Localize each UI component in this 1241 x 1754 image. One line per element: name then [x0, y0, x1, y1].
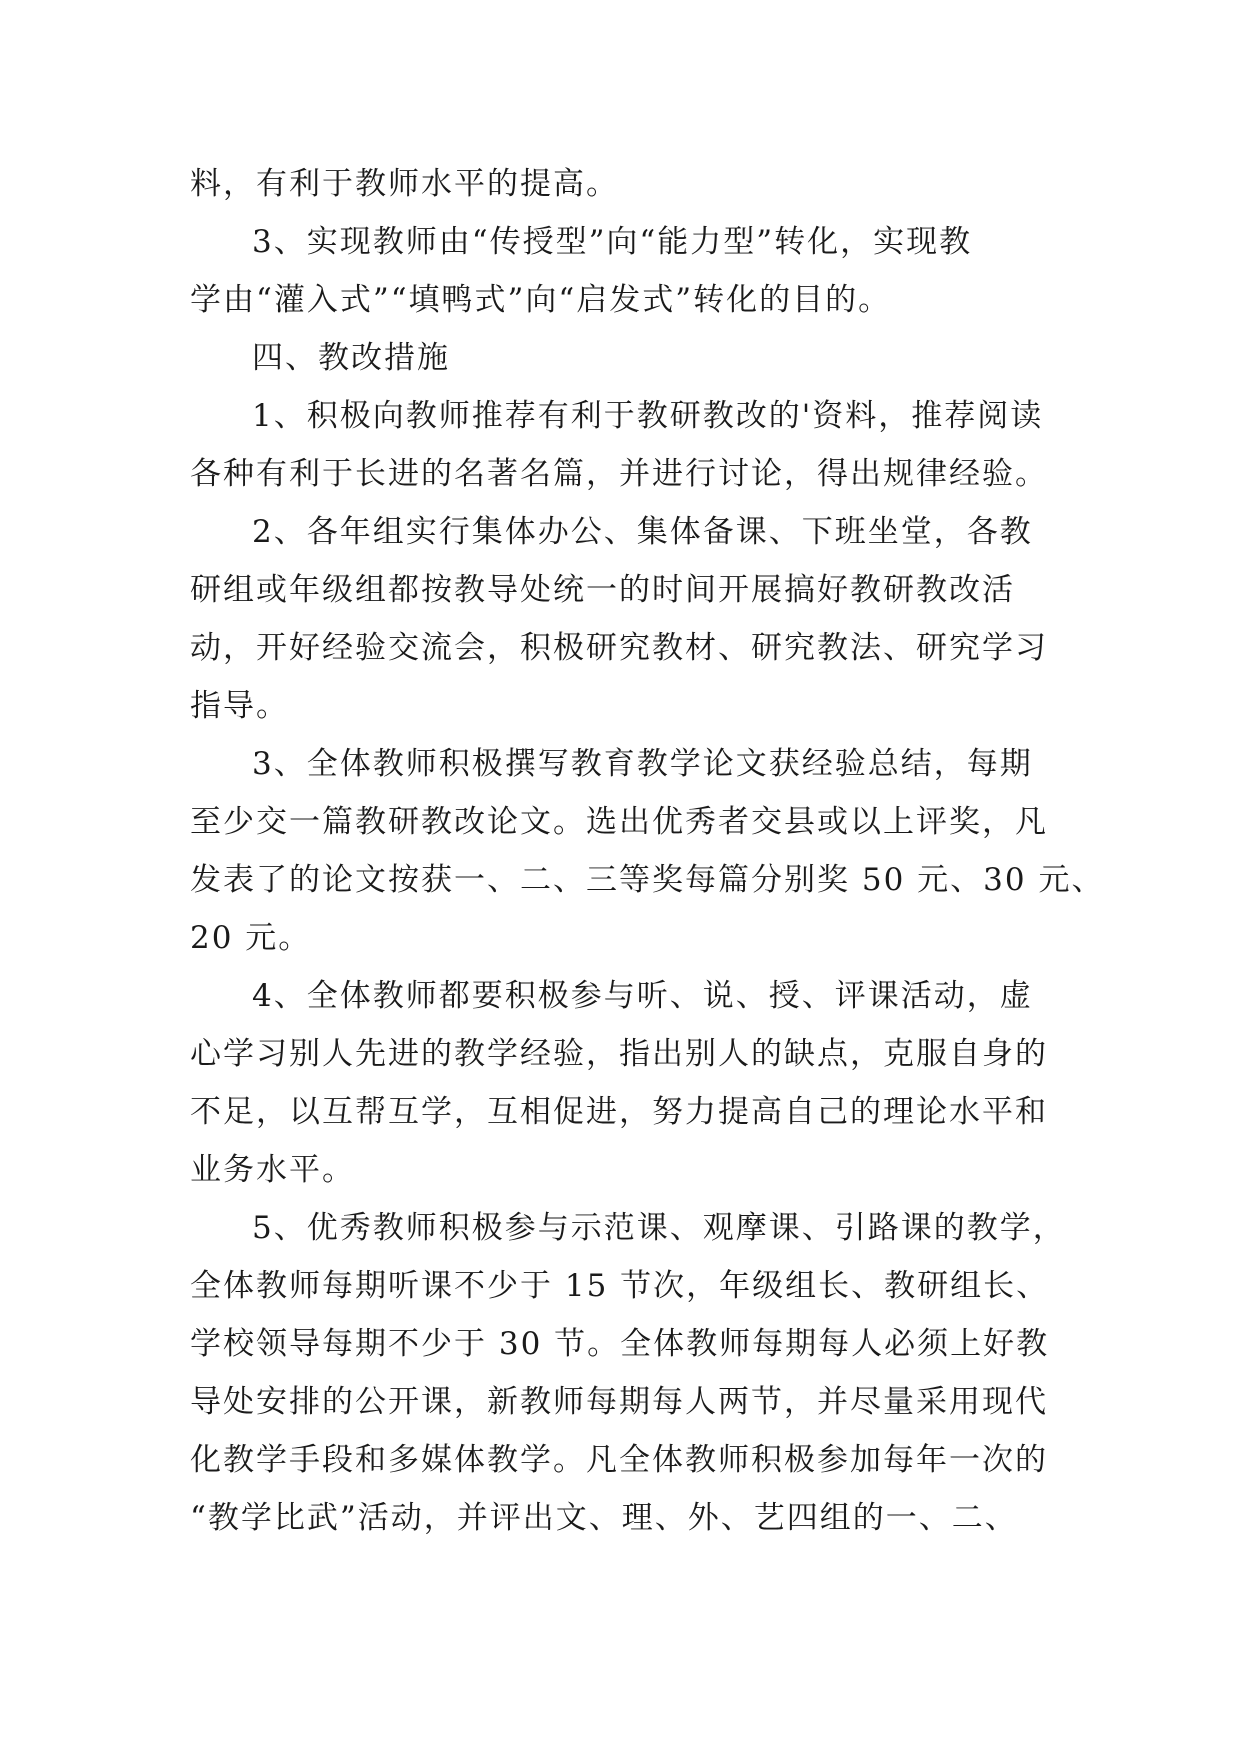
text-line: 学校领导每期不少于 30 节。全体教师每期每人必须上好教 — [190, 1326, 1050, 1362]
document-body — [190, 155, 1105, 1547]
text-line: 导处安排的公开课，新教师每期每人两节，并尽量采用现代 — [190, 1384, 1048, 1420]
text-line: 至少交一篇教研教改论文。选出优秀者交县或以上评奖，凡 — [190, 804, 1048, 840]
text-line: 各种有利于长进的名著名篇，并进行讨论，得出规律经验。 — [190, 456, 1048, 492]
text-line: 3、实现教师由“传授型”向“能力型”转化，实现教 — [252, 224, 973, 260]
text-line: 20 元。 — [190, 920, 312, 956]
text-line: 心学习别人先进的教学经验，指出别人的缺点，克服自身的 — [190, 1036, 1048, 1072]
text-line: 1、积极向教师推荐有利于教研教改的'资料，推荐阅读 — [252, 398, 1044, 434]
section-heading: 四、教改措施 — [252, 340, 450, 376]
text-line: 指导。 — [190, 688, 289, 724]
text-line: 研组或年级组都按教导处统一的时间开展搞好教研教改活 — [190, 572, 1015, 608]
text-line: 发表了的论文按获一、二、三等奖每篇分别奖 50 元、30 元、 — [190, 862, 1105, 898]
text-line: 2、各年组实行集体办公、集体备课、下班坐堂，各教 — [252, 514, 1033, 550]
text-line: 3、全体教师积极撰写教育教学论文获经验总结，每期 — [252, 746, 1033, 782]
text-line: 学由“灌入式”“填鸭式”向“启发式”转化的目的。 — [190, 282, 892, 318]
text-line: 业务水平。 — [190, 1152, 355, 1188]
text-line: 不足，以互帮互学，互相促进，努力提高自己的理论水平和 — [190, 1094, 1048, 1130]
text-line: 5、优秀教师积极参与示范课、观摩课、引路课的教学， — [252, 1210, 1066, 1246]
text-line: 4、全体教师都要积极参与听、说、授、评课活动，虚 — [252, 978, 1033, 1014]
text-line: 动，开好经验交流会，积极研究教材、研究教法、研究学习 — [190, 630, 1048, 666]
text-line: 料，有利于教师水平的提高。 — [190, 166, 619, 202]
text-line: 化教学手段和多媒体教学。凡全体教师积极参加每年一次的 — [190, 1442, 1048, 1478]
text-line: “教学比武”活动，并评出文、理、外、艺四组的一、二、 — [190, 1500, 1018, 1536]
text-line: 全体教师每期听课不少于 15 节次，年级组长、教研组长、 — [190, 1268, 1050, 1304]
